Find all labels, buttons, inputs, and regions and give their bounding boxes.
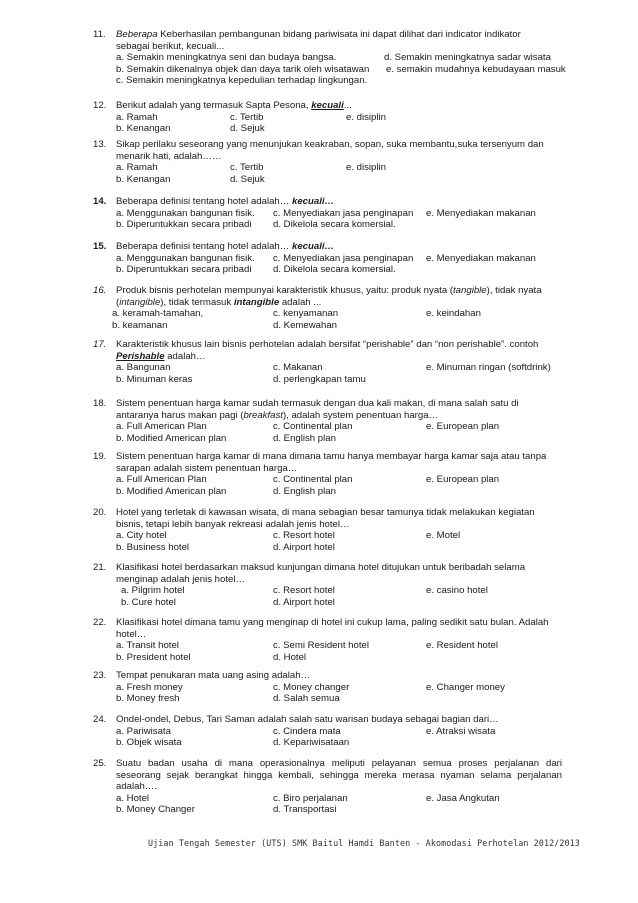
question-text-line	[116, 297, 321, 308]
answer-option[interactable]: c. Biro perjalanan	[273, 792, 348, 804]
question-text: Ondel-ondel, Debus, Tari Saman adalah salah satu warisan budaya sebagai bagian dari…	[116, 714, 499, 725]
answer-row	[116, 804, 608, 816]
answer-option[interactable]: c. Menyediakan jasa penginapan	[273, 207, 414, 219]
question-text-line	[116, 139, 544, 150]
question-text-line	[116, 758, 562, 769]
question-text: adalah…	[164, 350, 206, 362]
question-text: Keberhasilan pembangunan bidang pariwisata ini dapat dilihat dari indicator indikator	[157, 29, 521, 40]
answer-option[interactable]: e. keindahan	[426, 308, 481, 320]
answer-option[interactable]: b. Kenangan	[116, 123, 171, 135]
answer-option[interactable]: e. Minuman ringan (softdrink)	[426, 362, 551, 374]
answer-option[interactable]: a. Fresh money	[116, 681, 183, 693]
answer-option[interactable]: e. Resident hotel	[426, 640, 498, 652]
answer-row	[116, 652, 608, 664]
answer-row	[116, 737, 608, 749]
answer-option[interactable]: a. Hotel	[116, 792, 150, 804]
answer-row	[116, 726, 608, 738]
answer-option[interactable]: b. Modified American plan	[116, 485, 227, 497]
question-text: kecuali…	[292, 241, 335, 252]
question-text: Sistem penentuan harga kamar di mana dimana tamu hanya membayar harga kamar saja atau tanpa	[116, 451, 547, 462]
question-text-line	[116, 398, 519, 409]
question-text: adalah….	[116, 781, 158, 793]
answer-option[interactable]: e. Menyediakan makanan	[426, 252, 536, 264]
answer-option[interactable]: d. Hotel	[273, 651, 307, 663]
answer-row	[116, 64, 608, 76]
question-text: Tempat penukaran mata uang asing adalah…	[116, 670, 311, 681]
answer-option[interactable]: d. English plan	[273, 432, 336, 444]
answer-option[interactable]: d. Salah semua	[273, 693, 340, 705]
answer-row	[116, 75, 608, 87]
question-number: 17.	[93, 339, 107, 350]
answer-option[interactable]: d. English plan	[273, 485, 336, 497]
answer-option[interactable]: b. Kenangan	[116, 173, 171, 185]
question-number: 11.	[93, 29, 106, 40]
question-text-line	[116, 463, 297, 474]
answer-option[interactable]: e. disiplin	[346, 111, 386, 123]
question-text-line	[116, 196, 334, 207]
answer-option[interactable]: a. Menggunakan bangunan fisik.	[116, 252, 255, 264]
answer-row	[116, 530, 608, 542]
answer-row	[116, 374, 608, 386]
question-text: ), tidak nyata	[486, 285, 542, 296]
question-number: 13.	[93, 139, 107, 150]
question-text-line	[116, 617, 549, 628]
question-text: ...	[343, 100, 352, 111]
question-number: 12.	[93, 100, 107, 111]
answer-row	[116, 486, 608, 498]
answer-row	[116, 421, 608, 433]
answer-option[interactable]: b. Modified American plan	[116, 432, 227, 444]
answer-option[interactable]: d. Kemewahan	[273, 319, 337, 331]
answer-row	[116, 208, 608, 220]
answer-option[interactable]: a. Semakin meningkatnya seni dan budaya bangsa.	[116, 52, 337, 64]
answer-option[interactable]: b. Diperuntukkan secara pribadi	[116, 264, 252, 276]
question-number: 22.	[93, 617, 107, 628]
question-text-line	[116, 339, 538, 350]
answer-row	[116, 640, 608, 652]
answer-option[interactable]: a. Bangunan	[116, 362, 171, 374]
answer-option[interactable]: b. Business hotel	[116, 541, 190, 553]
question-text: bisnis, tetapi lebih banyak rekreasi adalah jenis hotel…	[116, 518, 350, 530]
question-text-line	[116, 41, 224, 52]
answer-row	[116, 52, 608, 64]
question-number: 25.	[93, 758, 107, 769]
answer-option[interactable]: e. disiplin	[346, 162, 386, 174]
answer-option[interactable]: a. Full American Plan	[116, 421, 207, 433]
question-number: 14.	[93, 196, 107, 207]
question-number: 15.	[93, 241, 107, 252]
answer-option[interactable]: e. Atraksi wisata	[426, 725, 496, 737]
answer-option[interactable]: c. Semi Resident hotel	[273, 640, 369, 652]
question-text-line	[116, 770, 562, 781]
question-text: Beberapa definisi tentang hotel adalah…	[116, 196, 293, 207]
answer-option[interactable]: e. semakin mudahnya kebudayaan masuk	[386, 63, 566, 75]
answer-row	[116, 123, 608, 135]
question-number: 19.	[93, 451, 107, 462]
answer-row	[116, 542, 608, 554]
answer-option[interactable]: c. kenyamanan	[273, 308, 339, 320]
answer-row	[116, 253, 608, 265]
question-text-line	[116, 507, 535, 518]
answer-option[interactable]: d. Semakin meningkatnya sadar wisata	[384, 52, 551, 64]
page-footer: Ujian Tengah Semester (UTS) SMK Baitul Hamdi Banten - Akomodasi Perhotelan 2012/2013	[148, 838, 580, 848]
question-text: sebagai berikut, kecuali...	[116, 40, 225, 52]
answer-row	[116, 793, 608, 805]
answer-option[interactable]: d. Sejuk	[230, 173, 265, 185]
answer-option[interactable]: c. Tertib	[230, 111, 264, 123]
question-text: adalah ...	[279, 296, 322, 308]
answer-option[interactable]: e. European plan	[426, 421, 500, 433]
question-text-line	[116, 151, 222, 162]
answer-option[interactable]: e. Jasa Angkutan	[426, 792, 500, 804]
answer-option[interactable]: d. Dikelola secara komersial.	[273, 219, 396, 231]
answer-option[interactable]: a. keramah-tamahan,	[112, 308, 204, 320]
question-text: Hotel yang terletak di kawasan wisata, di mana sebagian besar tamunya tidak melakukan kegiatan	[116, 507, 535, 518]
question-text: Perishable	[116, 350, 165, 362]
question-text: Sikap perilaku seseorang yang menunjukan keakraban, sopan, suka membantu,suka tersenyum dan	[116, 139, 544, 150]
answer-option[interactable]: b. Objek wisata	[116, 737, 182, 749]
answer-row	[116, 693, 608, 705]
answer-option[interactable]: d. Airport hotel	[273, 596, 335, 608]
answer-row	[116, 433, 608, 445]
answer-option[interactable]: c. Resort hotel	[273, 530, 335, 542]
answer-row	[116, 112, 608, 124]
answer-option[interactable]: d. Kepariwisataan	[273, 737, 350, 749]
question-text: Sistem penentuan harga kamar sudah termasuk dengan dua kali makan, di mana salah satu di	[116, 398, 519, 409]
answer-option[interactable]: a. Full American Plan	[116, 474, 207, 486]
question-text: kecuali…	[292, 196, 335, 207]
answer-option[interactable]: a. Ramah	[116, 111, 158, 123]
answer-option[interactable]: e. Changer money	[426, 681, 505, 693]
question-text: hotel…	[116, 628, 147, 640]
answer-option[interactable]: b. Minuman keras	[116, 373, 193, 385]
question-text: (	[116, 296, 120, 308]
answer-option[interactable]: b. Diperuntukkan secara pribadi	[116, 219, 252, 231]
question-text: menginap adalah jenis hotel…	[116, 573, 246, 585]
question-text: menarik hati, adalah……	[116, 150, 222, 162]
question-text-line	[116, 410, 438, 421]
answer-option[interactable]: c. Money changer	[273, 681, 350, 693]
answer-option[interactable]: b. Money Changer	[116, 804, 195, 816]
answer-option[interactable]: e. casino hotel	[426, 585, 488, 597]
answer-option[interactable]: c. Cindera mata	[273, 725, 341, 737]
answer-option[interactable]: c. Continental plan	[273, 421, 353, 433]
question-text: breakfast	[243, 409, 283, 421]
question-number: 16.	[93, 285, 107, 296]
answer-option[interactable]: b. President hotel	[116, 651, 191, 663]
question-text: Produk bisnis perhotelan mempunyai karakteristik khusus, yaitu: produk nyata (	[116, 285, 454, 296]
question-number: 20.	[93, 507, 107, 518]
question-text: tangible	[453, 285, 487, 296]
question-text-line	[116, 670, 310, 681]
question-text-line	[116, 574, 245, 585]
answer-option[interactable]: e. Motel	[426, 530, 461, 542]
answer-option[interactable]: c. Tertib	[230, 162, 264, 174]
question-text-line	[116, 451, 546, 462]
question-text: ), tidak termasuk	[160, 296, 234, 308]
question-number: 21.	[93, 562, 107, 573]
answer-row	[116, 597, 608, 609]
question-text: sarapan adalah sistem penentuan harga…	[116, 462, 298, 474]
answer-row	[116, 585, 608, 597]
answer-option[interactable]: a. Pariwisata	[116, 725, 171, 737]
question-text-line	[116, 562, 525, 573]
answer-option[interactable]: e. European plan	[426, 474, 500, 486]
answer-row	[112, 308, 608, 320]
answer-option[interactable]: b. Semakin dikenalnya objek dan daya tarik oleh wisatawan	[116, 63, 370, 75]
answer-option[interactable]: d. Transportasi	[273, 804, 337, 816]
question-text-line	[116, 519, 350, 530]
answer-option[interactable]: c. Semakin meningkatnya kepedulian terhadap lingkungan.	[116, 75, 368, 87]
question-text: Suatu badan usaha di mana operasionalnya meliputi pelayanan semua proses perjalanan dari	[116, 758, 562, 769]
question-text-line	[116, 714, 499, 725]
question-text-line	[116, 100, 352, 111]
question-text: seseorang sejak berangkat hingga kembali, sehingga mereka merasa nyaman selama perjalanan	[116, 769, 562, 781]
question-text: Karakteristik khusus lain bisnis perhotelan adalah bersifat “perishable” dan “non perishable”. contoh	[116, 339, 539, 350]
question-text-line	[116, 29, 521, 40]
answer-row	[116, 682, 608, 694]
question-text-line	[116, 241, 334, 252]
answer-option[interactable]: a. Menggunakan bangunan fisik.	[116, 207, 255, 219]
answer-row	[116, 264, 608, 276]
question-text: intangible	[233, 296, 280, 308]
question-text: Berikut adalah yang termasuk Sapta Pesona,	[116, 100, 312, 111]
answer-option[interactable]: a. Transit hotel	[116, 640, 179, 652]
answer-option[interactable]: c. Continental plan	[273, 474, 353, 486]
answer-row	[116, 219, 608, 231]
answer-option[interactable]: d. perlengkapan tamu	[273, 373, 366, 385]
answer-option[interactable]: e. Menyediakan makanan	[426, 207, 536, 219]
answer-option[interactable]: a. Ramah	[116, 162, 158, 174]
question-text: antaranya harus makan pagi (	[116, 409, 244, 421]
answer-option[interactable]: d. Sejuk	[230, 123, 265, 135]
answer-option[interactable]: b. keamanan	[112, 319, 168, 331]
question-text: Klasifikasi hotel berdasarkan maksud kunjungan dimana hotel ditujukan untuk beribadah selama	[116, 562, 526, 573]
answer-option[interactable]: c. Resort hotel	[273, 585, 335, 597]
answer-option[interactable]: c. Menyediakan jasa penginapan	[273, 252, 414, 264]
answer-row	[112, 319, 608, 332]
answer-row	[116, 174, 608, 186]
question-text: Klasifikasi hotel dimana tamu yang menginap di hotel ini cukup lama, paling sedikit satu bulan. Adalah	[116, 617, 549, 628]
question-text: Beberapa definisi tentang hotel adalah…	[116, 241, 293, 252]
answer-option[interactable]: a. Pilgrim hotel	[121, 585, 185, 597]
answer-option[interactable]: b. Money fresh	[116, 693, 180, 705]
question-text-line	[116, 629, 146, 640]
answer-option[interactable]: b. Cure hotel	[121, 596, 176, 608]
answer-option[interactable]: d. Dikelola secara komersial.	[273, 264, 396, 276]
question-text-line	[116, 285, 542, 296]
question-text: kecuali	[311, 100, 344, 111]
question-text: intangible	[119, 296, 161, 308]
question-text-line	[116, 781, 157, 792]
question-text-line	[116, 351, 206, 362]
answer-option[interactable]: a. City hotel	[116, 530, 167, 542]
question-text: Beberapa	[116, 29, 158, 40]
answer-row	[116, 362, 608, 374]
answer-row	[116, 162, 608, 174]
answer-option[interactable]: c. Makanan	[273, 362, 323, 374]
question-number: 18.	[93, 398, 107, 409]
question-text: ), adalah system penentuan harga…	[282, 409, 439, 421]
answer-row	[116, 474, 608, 486]
answer-option[interactable]: d. Airport hotel	[273, 541, 335, 553]
question-number: 24.	[93, 714, 107, 725]
question-number: 23.	[93, 670, 107, 681]
